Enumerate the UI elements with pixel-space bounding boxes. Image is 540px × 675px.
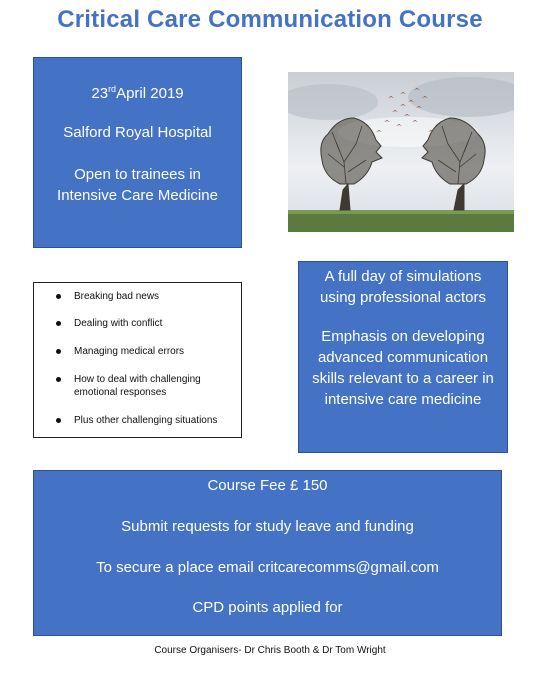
course-fee-text: Course Fee £ 150 [207, 477, 328, 494]
bullet-icon [56, 377, 61, 382]
email-contact-text: To secure a place email critcarecomms@gmail.com [96, 559, 439, 576]
course-fee-box [33, 470, 502, 636]
bullet-icon [56, 294, 61, 299]
bullet-icon [56, 418, 61, 423]
simulation-text: A full day of simulations using professional actors [320, 268, 486, 306]
course-organisers-footer: Course Organisers- Dr Chris Booth & Dr Tom Wright [154, 645, 386, 656]
date-day: 23 [91, 85, 109, 102]
list-item: How to deal with challenging emotional responses [74, 374, 201, 398]
topics-list-box [33, 282, 242, 438]
bullet-icon [56, 349, 61, 354]
study-leave-text: Submit requests for study leave and funding [121, 518, 414, 535]
list-item: Breaking bad news [74, 291, 160, 302]
date-suffix: rd [108, 84, 117, 94]
two-tree-heads-with-birds-image [288, 72, 514, 232]
list-item: Dealing with conflict [74, 318, 163, 329]
bullet-icon [56, 321, 61, 326]
audience-line-2: Intensive Care Medicine [57, 187, 218, 204]
audience-line-1: Open to trainees in [74, 166, 201, 183]
simulation-info-box [298, 261, 508, 453]
date-venue-box [33, 57, 242, 248]
cpd-text: CPD points applied for [192, 599, 343, 616]
page-title: Critical Care Communication Course [57, 6, 483, 33]
venue-text: Salford Royal Hospital [63, 124, 212, 141]
date-rest: April 2019 [116, 85, 184, 102]
list-item: Plus other challenging situations [74, 415, 218, 426]
emphasis-text: Emphasis on developing advanced communication skills relevant to a career in intensive care medicine [312, 328, 494, 408]
date-line [34, 84, 241, 102]
list-item: Managing medical errors [74, 346, 185, 357]
